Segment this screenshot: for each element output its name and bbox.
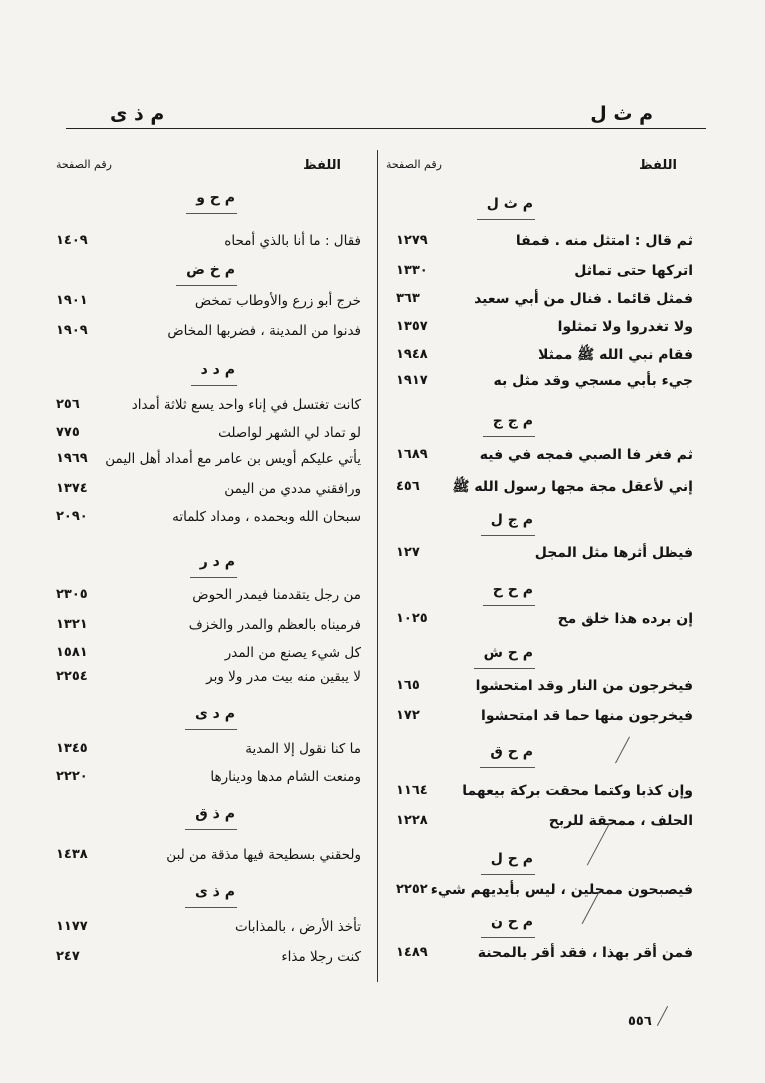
left-entry-text: فقال : ما أنا بالذي أمحاه [224, 233, 361, 249]
right-root-heading: م ح ق [490, 744, 533, 760]
left-entry-page-number: ٢٣٠٥ [56, 587, 88, 602]
right-entry-text: اتركها حتى تماثل [574, 263, 693, 279]
right-entry-page-number: ٣٦٣ [396, 291, 420, 306]
left-entry-text: تأخذ الأرض ، بالمذابات [234, 919, 361, 935]
left-root-heading: م ذ ى [194, 884, 235, 900]
left-entry-page-number: ١٣٤٥ [56, 741, 88, 756]
left-entry-text: فرميناه بالعظم والمدر والخزف [188, 617, 361, 633]
left-entry-page-number: ١٩٠١ [56, 293, 88, 308]
right-entry-text: وإن كذبا وكتما محقت بركة بيعهما [462, 783, 693, 799]
left-word-column-header: اللفظ [303, 158, 341, 173]
left-entry-text: كانت تغتسل في إناء واحد يسع ثلاثة أمداد [131, 397, 361, 413]
left-root-heading: م ح و [196, 190, 235, 206]
left-entry-page-number: ٢٢٥٤ [56, 669, 88, 684]
left-entry-text: يأتي عليكم أويس بن عامر مع أمداد أهل اليمن [105, 451, 361, 467]
right-root-heading: م ح ح [492, 582, 533, 598]
left-entry-text: فدنوا من المدينة ، فضربها المخاض [167, 323, 361, 339]
right-entry-page-number: ١٢٧٩ [396, 233, 428, 248]
left-entry-text: سبحان الله وبحمده ، ومداد كلماته [172, 509, 361, 525]
right-page-column-header: رقم الصفحة [386, 158, 442, 171]
left-entry-text: ورافقني مددي من اليمن [224, 481, 361, 497]
right-root-heading: م ث ل [486, 196, 533, 212]
left-entry-text: خرج أبو زرع والأوطاب تمخض [194, 293, 361, 309]
right-entry-text: ثم فغر فا الصبي فمجه في فيه [479, 447, 693, 463]
right-entry-text: فيظل أثرها مثل المجل [534, 545, 693, 561]
right-entry-page-number: ١٢٧ [396, 545, 420, 560]
left-entry-page-number: ١٤٠٩ [56, 233, 88, 248]
right-entry-text: إني لأعقل مجة مجها رسول الله ﷺ [452, 479, 693, 495]
right-entry-page-number: ١٠٢٥ [396, 611, 428, 626]
right-entry-page-number: ٢٢٥٢ [396, 882, 428, 897]
right-root-heading: م ح ش [483, 645, 533, 661]
pencil-stroke [657, 1006, 668, 1026]
left-entry-page-number: ١٣٧٤ [56, 481, 88, 496]
right-entry-page-number: ١٩١٧ [396, 373, 428, 388]
left-root-heading: م د ى [194, 706, 235, 722]
left-entry-text: لا يبقين منه بيت مدر ولا وبر [206, 669, 361, 685]
right-entry-page-number: ١٦٥ [396, 678, 420, 693]
right-header-title: م ث ل [590, 103, 653, 125]
left-entry-text: من رجل يتقدمنا فيمدر الحوض [192, 587, 361, 603]
right-entry-page-number: ١٩٤٨ [396, 347, 428, 362]
left-entry-page-number: ٧٧٥ [56, 425, 80, 440]
left-entry-page-number: ١٩٦٩ [56, 451, 88, 466]
left-root-heading: م خ ض [186, 262, 235, 278]
left-entry-page-number: ١٤٣٨ [56, 847, 88, 862]
right-root-heading: م ح ن [490, 914, 533, 930]
left-entry-text: ما كنا نقول إلا المدية [245, 741, 361, 757]
left-page-column-header: رقم الصفحة [56, 158, 112, 171]
right-entry-text: فيصبحون ممحلين ، ليس بأيديهم شيء [430, 882, 693, 898]
right-entry-page-number: ٤٥٦ [396, 479, 420, 494]
left-entry-page-number: ٢٥٦ [56, 397, 80, 412]
right-entry-text: فيخرجون منها حما قد امتحشوا [481, 708, 693, 724]
left-root-heading: م ذ ق [195, 806, 235, 822]
left-entry-text: كنت رجلا مذاء [281, 949, 361, 965]
right-entry-page-number: ١٣٣٠ [396, 263, 428, 278]
page-number: ٥٥٦ [628, 1014, 652, 1029]
left-entry-page-number: ١١٧٧ [56, 919, 88, 934]
right-entry-text: فمثل قائما . فنال من أبي سعيد [474, 291, 693, 307]
right-root-heading: م ح ل [490, 851, 533, 867]
right-entry-page-number: ١٣٥٧ [396, 319, 428, 334]
left-entry-page-number: ١٣٢١ [56, 617, 88, 632]
right-root-heading: م ج ل [490, 512, 533, 528]
right-entry-text: الحلف ، ممحقة للربح [548, 813, 693, 829]
right-word-column-header: اللفظ [639, 158, 677, 173]
right-entry-text: جيء بأبي مسجي وقد مثل به [493, 373, 693, 389]
right-entry-text: فقام نبي الله ﷺ ممثلا [538, 347, 693, 363]
header-rule [66, 128, 706, 129]
right-entry-page-number: ١١٦٤ [396, 783, 428, 798]
column-divider [377, 150, 378, 982]
left-root-heading: م د ر [199, 554, 235, 570]
left-entry-text: ولحقني بسطيحة فيها مذقة من لبن [166, 847, 361, 863]
pencil-stroke [615, 737, 630, 764]
right-entry-text: فمن أقر بهذا ، فقد أقر بالمحنة [477, 945, 693, 961]
right-entry-text: إن برده هذا خلق مح [557, 611, 693, 627]
right-root-heading: م ج ج [492, 413, 533, 429]
left-entry-page-number: ٢٢٢٠ [56, 769, 88, 784]
left-entry-text: كل شيء يصنع من المدر [224, 645, 361, 661]
left-entry-text: ومنعت الشام مدها ودينارها [210, 769, 361, 785]
left-entry-page-number: ٢٤٧ [56, 949, 80, 964]
left-root-heading: م د د [200, 362, 235, 378]
right-entry-text: ثم قال : امتثل منه . فمفا [515, 233, 693, 249]
right-entry-text: فيخرجون من النار وقد امتحشوا [475, 678, 693, 694]
right-entry-page-number: ١٧٢ [396, 708, 420, 723]
right-entry-page-number: ١٦٨٩ [396, 447, 428, 462]
right-entry-page-number: ١٤٨٩ [396, 945, 428, 960]
left-entry-page-number: ٢٠٩٠ [56, 509, 88, 524]
left-entry-page-number: ١٩٠٩ [56, 323, 88, 338]
left-entry-page-number: ١٥٨١ [56, 645, 88, 660]
right-entry-page-number: ١٢٢٨ [396, 813, 428, 828]
right-entry-text: ولا تغدروا ولا تمثلوا [557, 319, 693, 335]
left-entry-text: لو تماد لي الشهر لواصلت [218, 425, 361, 441]
left-header-title: م ذ ى [110, 103, 165, 125]
